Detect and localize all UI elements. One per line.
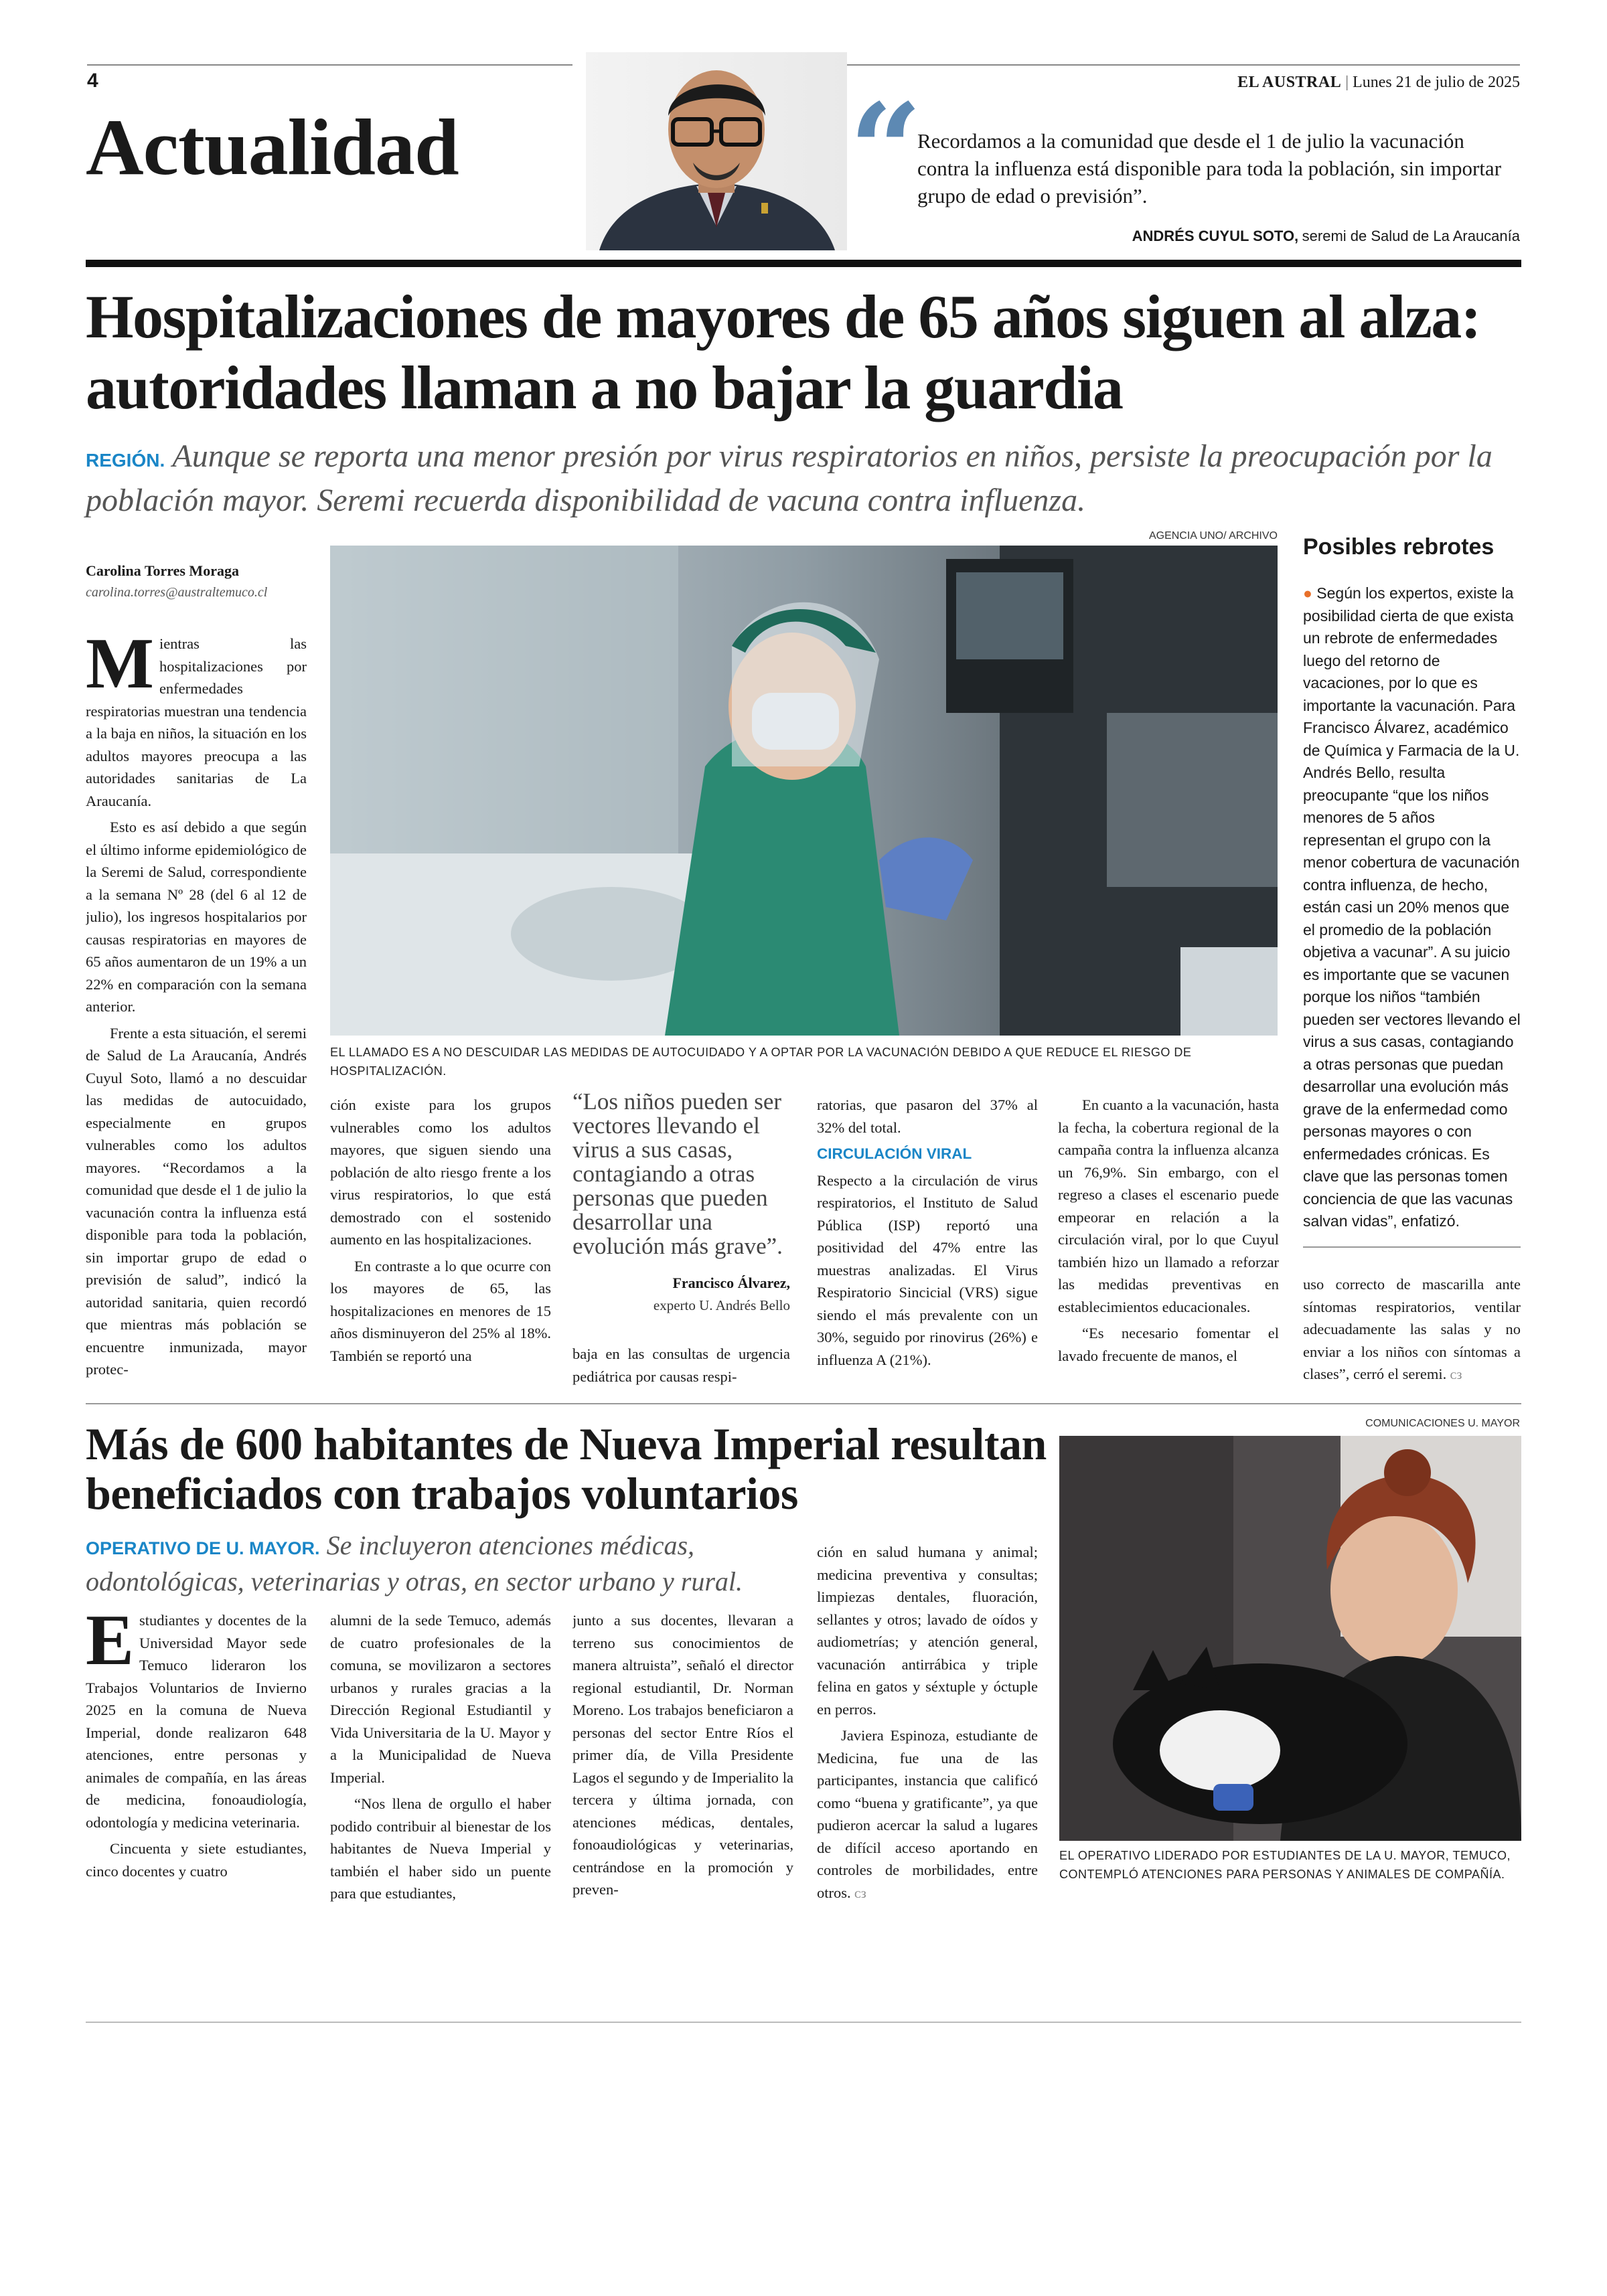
article2-dropcap: E: [86, 1609, 135, 1680]
article1-col2-p1: ción existe para los grupos vulnerables como los adultos mayores, que siguen siendo una población de alto riesgo frente a los virus respiratorios, lo que está demostrado con el sostenido aumento en las hospitalizaciones.: [330, 1096, 551, 1248]
article-separator: [86, 1403, 1521, 1404]
article2-column-3: [572, 1609, 793, 1904]
article2-col4-p1: ción en salud humana y animal; medicina preventiva y consultas; limpiezas dentales, fluoración, sellantes y otros; lavado de oídos y audiometrías; y atención general, vacunación antirrábica y triple felina en gatos y séxtuple y óctuple en perros.: [817, 1544, 1038, 1718]
paper-dateline: EL AUSTRAL | Lunes 21 de julio de 2025: [1237, 74, 1520, 91]
article1-column-4: [817, 1094, 1038, 1388]
article1-photo-caption: EL LLAMADO ES A NO DESCUIDAR LAS MEDIDAS DE AUTOCUIDADO Y A OPTAR POR LA VACUNACIÓN DEBIDO A QUE REDUCE EL RIESGO DE HOSPITALIZACIÓN.: [330, 1046, 1192, 1078]
quote-role: seremi de Salud de La Araucanía: [1302, 228, 1520, 244]
article1-column-3: [572, 1343, 790, 1390]
article1-column-5: [1058, 1094, 1279, 1388]
page-number: 4: [87, 70, 98, 92]
article1-pull-quote-role: experto U. Andrés Bello: [653, 1297, 790, 1313]
article1-col3-text: baja en las consultas de urgencia pediátrica por causas respi-: [572, 1345, 790, 1385]
article1-col1-p2: Esto es así debido a que según el último informe epidemiológico de la Seremi de Salud, correspondiente a la semana Nº 28 (del 6 al 12 de julio), los ingresos hospitalarios por causas respiratorias en mayores de 65 años aumentaron de un 19% a un 22% en comparación con la semana anterior.: [86, 819, 307, 1015]
article1-column-2: [330, 1094, 551, 1388]
article2-column-2: [330, 1609, 551, 1904]
header-thick-rule: [86, 260, 1521, 267]
article1-pull-quote: “Los niños pueden ser vectores llevando el virus a sus casas, contagiando a otras personas que pueden desarrollar una evolución más grave”.: [572, 1088, 783, 1259]
article1-column-1: [86, 633, 307, 1386]
article1-email: carolina.torres@australtemuco.cl: [86, 585, 268, 600]
article2-col2-p1: alumni de la sede Temuco, además de cuatro profesionales de la comuna, se movilizaron a sectores urbanos y rurales gracias a la Dirección Regional Estudiantil y Vida Universitaria de la U. Mayor y a la Municipalidad de Nueva Imperial.: [330, 1612, 551, 1786]
article2-col4-p2: Javiera Espinoza, estudiante de Medicina, fue una de las participantes, instancia que calificó como “buena y gratificante”, ya que pudieron acercar la salud a lugares de difícil acceso aportando en controles de morbilidades, entre otros.: [817, 1727, 1038, 1901]
sidebar-text: Según los expertos, existe la posibilidad cierta de que exista un rebrote de enfermedades luego del retorno de vacaciones, por lo que es importante la vacunación. Para Francisco Álvarez, académico de Química y Farmacia de la U. Andrés Bello, resulta preocupante “que los niños menores de 5 años representan el grupo con la menor cobertura de vacunación contra influenza, de hecho, están casi un 20% menos que el promedio de la población objetiva a vacunar”. A su juicio es importante que se vacunen porque los niños “también pueden ser vectores llevando el virus a sus casas, contagiando a otras personas que puedan desarrollar una evolución más grave de la enfermedad como personas mayores o con enfermedades crónicas. Es clave que las personas tomen conciencia de que las vacunas salvan vidas”, enfatizó.: [1303, 584, 1521, 1230]
article1-photo: [330, 546, 1278, 1036]
quote-attribution: [1132, 228, 1520, 245]
end-mark-icon: ᴄ‍з: [854, 1886, 866, 1901]
article2-col1-p2: Cincuenta y siete estudiantes, cinco docentes y cuatro: [86, 1840, 307, 1880]
article1-dropcap: M: [86, 633, 154, 704]
header-rule-right: [844, 64, 1520, 66]
article1-headline: Hospitalizaciones de mayores de 65 años siguen al alza: autoridades llaman a no bajar la guardia: [86, 282, 1480, 422]
article2-column-4: [817, 1541, 1038, 1902]
article2-deck: Se incluyeron atenciones médicas, odontológicas, veterinarias y otras, en sector urbano y rural.: [86, 1530, 743, 1596]
quote-mark-icon: “: [849, 76, 923, 225]
issue-date: Lunes 21 de julio de 2025: [1353, 74, 1520, 91]
article1-deck-block: [86, 436, 1525, 521]
article1-col4-p1: ratorias, que pasaron del 37% al 32% del total.: [817, 1096, 1038, 1136]
sidebar-title: Posibles rebrotes: [1303, 534, 1495, 560]
footer-rule: [86, 2022, 1521, 2023]
article1-col2-p2: En contraste a lo que ocurre con los mayores de 65, las hospitalizaciones en menores de 15 años disminuyeron del 25% al 18%. También se reportó una: [330, 1257, 551, 1364]
article2-photo-credit: COMUNICACIONES U. MAYOR: [1365, 1418, 1520, 1429]
end-mark-icon: ᴄ‍з: [1450, 1368, 1462, 1382]
article1-col1-p1: ientras las hospitalizaciones por enfermedades respiratorias muestran una tendencia a la baja en niños, la situación en los adultos mayores preocupa a las autoridades sanitarias de La Araucanía.: [86, 635, 307, 809]
article1-col1-p3: Frente a esta situación, el seremi de Salud de La Araucanía, Andrés Cuyul Soto, llamó a no descuidar las medidas de autocuidado, especialmente en grupos vulnerables como los adultos mayores. “Recordamos a la comunidad que desde el 1 de julio la vacunación contra la influenza está disponible para toda la población, sin importar grupo de edad o previsión de salud”, indicó la autoridad sanitaria, quien recordó que mientras más población se encuentre inmunizada, mayor protec-: [86, 1024, 307, 1378]
article2-col1-p1: studiantes y docentes de la Universidad Mayor sede Temuco lideraron los Trabajos Voluntarios de Invierno 2025 en la comuna de Nueva Imperial, donde realizaron 648 atenciones, entre personas y animales de compañía, en las áreas de medicina, fonoaudiología, odontología y medicina veterinaria.: [86, 1612, 307, 1831]
header-rule-left: [87, 64, 572, 66]
article2-col3-p1: junto a sus docentes, llevaran a terreno sus conocimientos de manera altruista”, señaló el director regional estudiantil, Dr. Norman Moreno. Los trabajos beneficiaron a personas del sector Entre Ríos el primer día, de Villa Presidente Lagos el segundo y de Imperialito la tercera y última jornada, con atenciones médicas, dentales, fonoaudiológicas y veterinarias, centrándose en la promoción y preven-: [572, 1612, 793, 1898]
article1-col4-subhead: CIRCULACIÓN VIRAL: [817, 1145, 972, 1162]
article2-photo-caption: EL OPERATIVO LIDERADO POR ESTUDIANTES DE LA U. MAYOR, TEMUCO, CONTEMPLÓ ATENCIONES PARA PERSONAS Y ANIMALES DE COMPAÑÍA.: [1059, 1849, 1511, 1881]
article2-deck-block: [86, 1529, 822, 1598]
article2-kicker: OPERATIVO DE U. MAYOR.: [86, 1538, 320, 1558]
columnist-portrait: [586, 52, 847, 250]
sidebar-body: [1303, 582, 1521, 1238]
article2-photo: [1059, 1436, 1521, 1841]
article1-col4-p2: Respecto a la circulación de virus respiratorios, el Instituto de Salud Pública (ISP) reportó una positividad del 47% entre las muestras analizadas. El Virus Respiratorio Sincicial (VRS) sigue siendo el más prevalente con un 30%, seguido por rinovirus (26%) e influenza A (21%).: [817, 1171, 1038, 1368]
article1-photo-credit: AGENCIA UNO/ ARCHIVO: [1148, 530, 1278, 542]
header-quote: Recordamos a la comunidad que desde el 1 de julio la vacunación contra la influenza está disponible para toda la población, sin importar grupo de edad o previsión”.: [917, 129, 1502, 208]
article2-col2-p2: “Nos llena de orgullo el haber podido contribuir al bienestar de los habitantes de Nueva Imperial y también el haber sido un puente para que estudiantes,: [330, 1795, 551, 1902]
quote-author: ANDRÉS CUYUL SOTO,: [1132, 228, 1299, 244]
article1-col5-p1: En cuanto a la vacunación, hasta la fecha, la cobertura regional de la campaña contra la influenza alcanza un 76,9%. Sin embargo, con el regreso a clases el escenario puede empeorar en relación a la circulación viral, por lo que Cuyul también hizo un llamado a reforzar las medidas preventivas en establecimientos educacionales.: [1058, 1096, 1279, 1315]
article1-col6-p1: uso correcto de mascarilla ante síntomas respiratorios, ventilar adecuadamente las salas y no enviar a los niños con síntomas a clases”, cerró el seremi.: [1303, 1276, 1521, 1382]
article1-pull-quote-author: Francisco Álvarez,: [672, 1275, 790, 1291]
article1-kicker: REGIÓN.: [86, 450, 165, 471]
article1-deck: Aunque se reporta una menor presión por virus respiratorios en niños, persiste la preocupación por la población mayor. Seremi recuerda disponibilidad de vacuna contra influenza.: [86, 438, 1493, 518]
sidebar-bullet-icon: ●: [1303, 584, 1312, 602]
article1-col5-p2: “Es necesario fomentar el lavado frecuente de manos, el: [1058, 1325, 1279, 1364]
article1-author: Carolina Torres Moraga: [86, 562, 239, 579]
paper-name: EL AUSTRAL: [1237, 74, 1342, 91]
article2-headline: Más de 600 habitantes de Nueva Imperial resultan beneficiados con trabajos voluntarios: [86, 1418, 1047, 1519]
article1-column-6: [1303, 1273, 1521, 1387]
sidebar-rule: [1303, 1246, 1521, 1248]
article2-column-1: [86, 1609, 307, 1904]
section-title: Actualidad: [86, 102, 459, 191]
